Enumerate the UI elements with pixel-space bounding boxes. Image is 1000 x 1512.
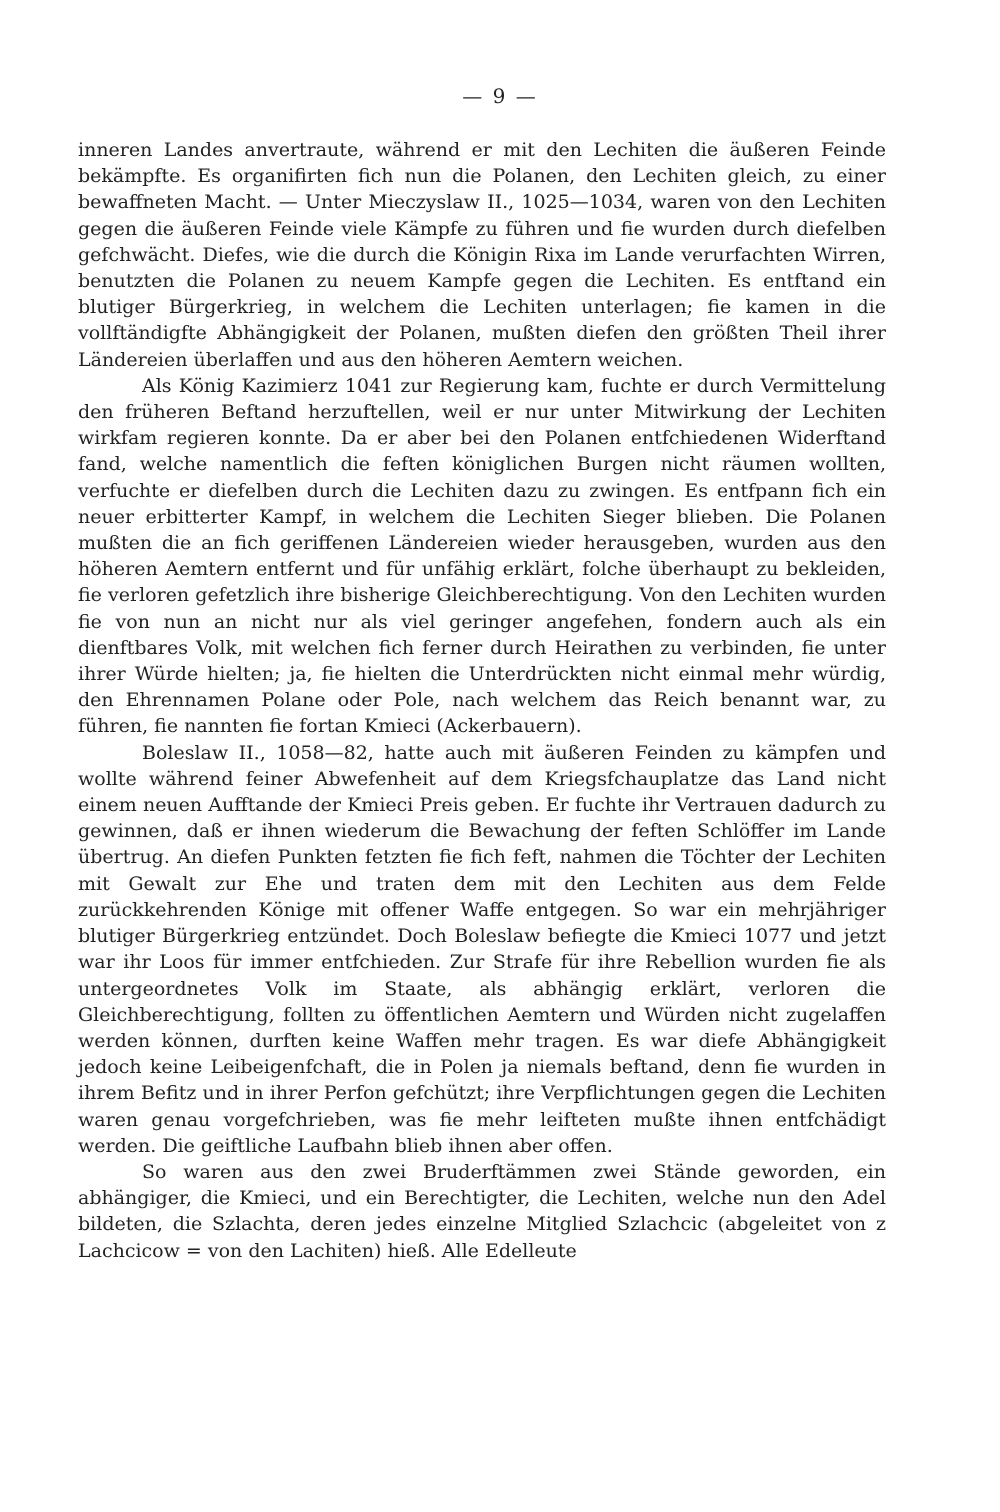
paragraph-3: Boleslaw II., 1058—82, hatte auch mit äußeren Feinden zu kämpfen und wollte während feiner Abwefenheit auf dem Kriegsfchauplatze das Land nicht einem neuen Aufftande der Kmieci Preis geben. Er fuchte ihr Vertrauen dadurch zu gewinnen, daß er ihnen wiederum die Bewachung der feften Schlöffer im Lande übertrug. An diefen Punkten fetzten fie fich feft, nahmen die Töchter der Lechiten mit Gewalt zur Ehe und traten dem mit den Lechiten aus dem Felde zurückkehrenden Könige mit offener Waffe entgegen. So war ein mehrjähriger blutiger Bürgerkrieg entzündet. Doch Boleslaw befiegte die Kmieci 1077 und jetzt war ihr Loos für immer entfchieden. Zur Strafe für ihre Rebellion wurden fie als untergeordnetes Volk im Staate, als abhängig erklärt, verloren die Gleichberechtigung, follten zu öffentlichen Aemtern und Würden nicht zugelaffen werden können, durften keine Waffen mehr tragen. Es war diefe Abhängigkeit jedoch keine Leibeigenfchaft, die in Polen ja niemals beftand, denn fie wurden in ihrem Befitz und in ihrer Perfon gefchützt; ihre Verpflichtungen gegen die Lechiten waren genau vorgefchrieben, was fie mehr leifteten mußte ihnen entfchädigt werden. Die geiftliche Laufbahn blieb ihnen aber offen.	[78, 741, 886, 1157]
body-text	[78, 137, 886, 1264]
paragraph-1: inneren Landes anvertraute, während er mit den Lechiten die äußeren Feinde bekämpfte. Es organifirten fich nun die Polanen, den Lechiten gleich, zu einer bewaffneten Macht. — Unter Mieczyslaw II., 1025—1034, waren von den Lechiten gegen die äußeren Feinde viele Kämpfe zu führen und fie wurden durch diefelben gefchwächt. Diefes, wie die durch die Königin Rixa im Lande verurfachten Wirren, benutzten die Polanen zu neuem Kampfe gegen die Lechiten. Es entftand ein blutiger Bürgerkrieg, in welchem die Lechiten unterlagen; fie kamen in die vollftändigfte Abhängigkeit der Polanen, mußten diefen den größten Theil ihrer Ländereien überlaffen und aus den höheren Aemtern weichen.	[78, 139, 886, 371]
paragraph-4: So waren aus den zwei Bruderftämmen zwei Stände geworden, ein abhängiger, die Kmieci, und ein Berechtigter, die Lechiten, welche nun den Adel bildeten, die Szlachta, deren jedes einzelne Mitglied Szlachcic (abgeleitet von z Lachcicow = von den Lachiten) hieß. Alle Edelleute	[78, 1160, 886, 1262]
paragraph-2: Als König Kazimierz 1041 zur Regierung kam, fuchte er durch Vermittelung den früheren Beftand herzuftellen, weil er nur unter Mitwirkung der Lechiten wirkfam regieren konnte. Da er aber bei den Polanen entfchiedenen Widerftand fand, welche namentlich die feften königlichen Burgen nicht räumen wollten, verfuchte er diefelben durch die Lechiten dazu zu zwingen. Es entfpann fich ein neuer erbitterter Kampf, in welchem die Lechiten Sieger blieben. Die Polanen mußten die an fich geriffenen Ländereien wieder herausgeben, wurden aus den höheren Aemtern entfernt und für unfähig erklärt, folche überhaupt zu bekleiden, fie verloren gefetzlich ihre bisherige Gleichberechtigung. Von den Lechiten wurden fie von nun an nicht nur als viel geringer angefehen, fondern auch als ein dienftbares Volk, mit welchen fich ferner durch Heirathen zu verbinden, fie unter ihrer Würde hielten; ja, fie hielten die Unterdrückten nicht einmal mehr würdig, den Ehrennamen Polane oder Pole, nach welchem das Reich benannt war, zu führen, fie nannten fie fortan Kmieci (Ackerbauern).	[78, 374, 886, 738]
page-number: — 9 —	[462, 84, 538, 108]
